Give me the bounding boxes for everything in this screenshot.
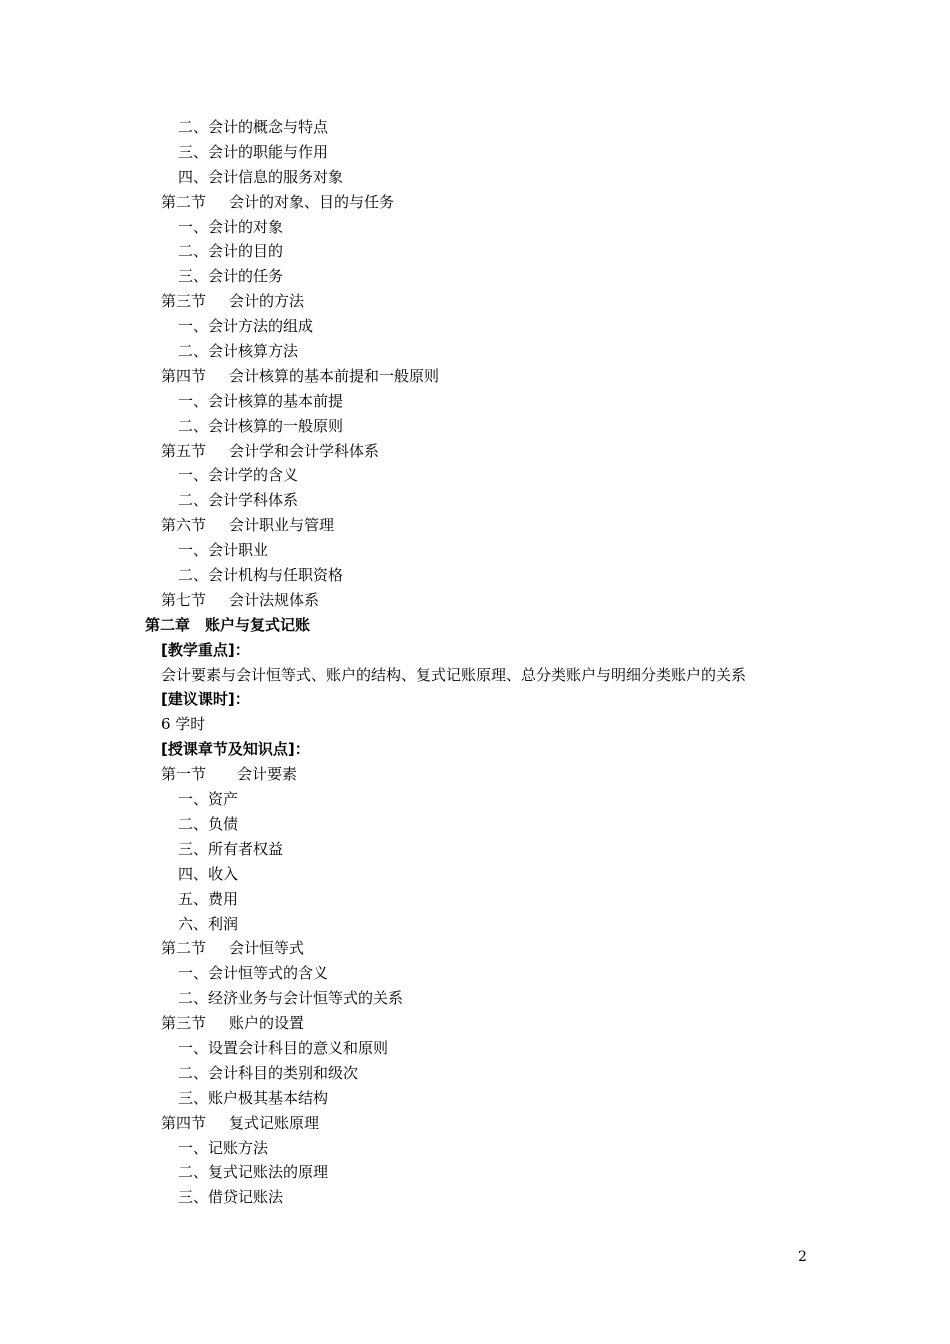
outline-item: 一、会计学的含义 xyxy=(178,466,299,485)
section-label: [建议课时]： xyxy=(161,690,250,709)
outline-item: 二、负债 xyxy=(178,814,239,833)
section-label: [教学重点]： xyxy=(161,640,250,659)
body-text: 会计要素与会计恒等式、账户的结构、复式记账原理、总分类账户与明细分类账户的关系 xyxy=(161,665,747,684)
outline-item: 二、会计科目的类别和级次 xyxy=(178,1063,359,1082)
section-heading xyxy=(0,1111,950,1136)
outline-item: 三、所有者权益 xyxy=(178,839,284,858)
section-heading xyxy=(0,190,950,215)
chapter-heading: 第二章 账户与复式记账 xyxy=(145,615,311,634)
section-number: 第三节 xyxy=(161,292,207,311)
section-title: 会计要素 xyxy=(237,765,298,784)
section-heading xyxy=(0,513,950,538)
section-title: 复式记账原理 xyxy=(229,1113,320,1132)
outline-item: 四、收入 xyxy=(178,864,239,883)
section-number: 第二节 xyxy=(161,939,207,958)
section-number: 第二节 xyxy=(161,192,207,211)
section-label: [授课章节及知识点]： xyxy=(161,740,310,759)
section-heading xyxy=(0,289,950,314)
outline-item: 一、会计的对象 xyxy=(178,217,284,236)
section-title: 会计核算的基本前提和一般原则 xyxy=(229,366,440,385)
outline-item: 一、会计职业 xyxy=(178,541,269,560)
section-title: 会计的对象、目的与任务 xyxy=(229,192,395,211)
section-title: 账户的设置 xyxy=(229,1014,305,1033)
section-title: 会计职业与管理 xyxy=(229,516,335,535)
section-number: 第五节 xyxy=(161,441,207,460)
outline-item: 一、设置会计科目的意义和原则 xyxy=(178,1038,389,1057)
section-heading xyxy=(0,364,950,389)
outline-item: 二、会计机构与任职资格 xyxy=(178,566,344,585)
outline-item: 二、经济业务与会计恒等式的关系 xyxy=(178,989,404,1008)
outline-item: 二、会计核算的一般原则 xyxy=(178,416,344,435)
page-number: 2 xyxy=(798,1249,807,1265)
section-number: 第一节 xyxy=(161,765,207,784)
outline-item: 三、借贷记账法 xyxy=(178,1188,284,1207)
section-number: 第七节 xyxy=(161,590,207,609)
section-number: 第四节 xyxy=(161,366,207,385)
outline-item: 三、会计的职能与作用 xyxy=(178,142,329,161)
syllabus-outline xyxy=(0,115,950,1210)
outline-item: 五、费用 xyxy=(178,889,239,908)
outline-item: 二、复式记账法的原理 xyxy=(178,1163,329,1182)
section-heading xyxy=(0,762,950,787)
outline-item: 三、账户极其基本结构 xyxy=(178,1088,329,1107)
outline-item: 一、资产 xyxy=(178,790,239,809)
outline-item: 二、会计的概念与特点 xyxy=(178,118,329,136)
section-number: 第四节 xyxy=(161,1113,207,1132)
outline-item: 二、会计核算方法 xyxy=(178,342,299,361)
section-title: 会计的方法 xyxy=(229,292,305,311)
section-heading xyxy=(0,588,950,613)
outline-item: 一、会计恒等式的含义 xyxy=(178,964,329,983)
section-title: 会计学和会计学科体系 xyxy=(229,441,380,460)
outline-item: 一、记账方法 xyxy=(178,1138,269,1157)
outline-item: 六、利润 xyxy=(178,914,239,933)
section-heading xyxy=(0,1011,950,1036)
section-heading xyxy=(0,936,950,961)
section-title: 会计恒等式 xyxy=(229,939,305,958)
body-text: 6 学时 xyxy=(161,715,206,734)
section-number: 第六节 xyxy=(161,516,207,535)
outline-item: 四、会计信息的服务对象 xyxy=(178,167,344,186)
outline-item: 二、会计学科体系 xyxy=(178,491,299,510)
outline-item: 三、会计的任务 xyxy=(178,267,284,286)
section-heading xyxy=(0,439,950,464)
outline-item: 一、会计方法的组成 xyxy=(178,317,314,336)
outline-item: 一、会计核算的基本前提 xyxy=(178,391,344,410)
section-title: 会计法规体系 xyxy=(229,590,320,609)
section-number: 第三节 xyxy=(161,1014,207,1033)
outline-item: 二、会计的目的 xyxy=(178,242,284,261)
